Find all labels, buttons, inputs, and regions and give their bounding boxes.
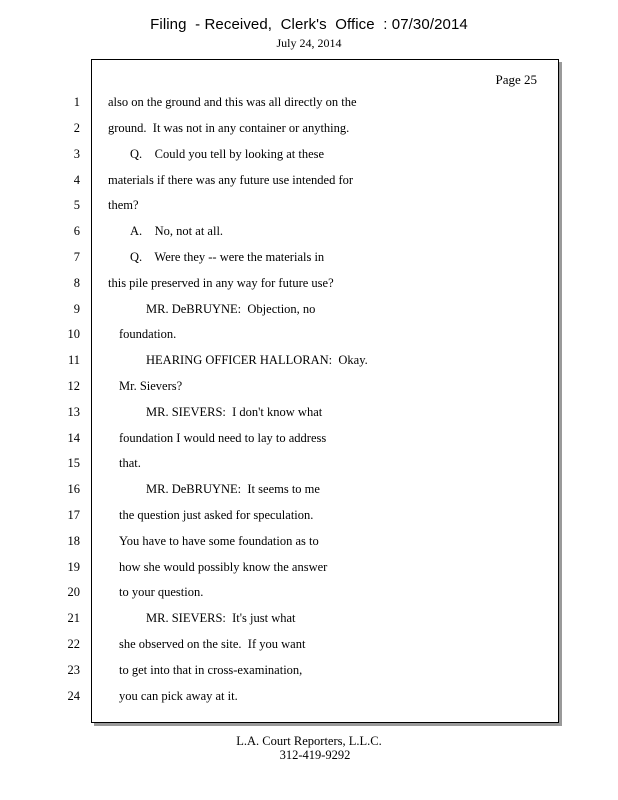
page-number: Page 25 [495, 72, 537, 87]
line-text: You have to have some foundation as to [119, 534, 319, 548]
filing-stamp: Filing - Received, Clerk's Office : 07/30/2014 [150, 16, 468, 33]
line-text: ground. It was not in any container or anything. [108, 121, 350, 135]
line-number: 3 [73, 147, 80, 161]
line-text: MR. DeBRUYNE: Objection, no [146, 302, 316, 316]
line-text: to get into that in cross-examination, [119, 663, 303, 677]
line-number: 13 [67, 405, 80, 419]
line-number: 22 [67, 637, 80, 651]
line-number: 23 [67, 663, 80, 677]
line-text: A. No, not at all. [130, 224, 224, 238]
line-text: that. [119, 456, 141, 470]
line-text: this pile preserved in any way for future use? [108, 276, 334, 290]
line-number: 1 [73, 95, 80, 109]
line-text: MR. SIEVERS: It's just what [146, 611, 296, 625]
line-number: 16 [67, 482, 80, 496]
line-text: MR. SIEVERS: I don't know what [146, 405, 323, 419]
line-number: 17 [67, 508, 80, 522]
reporter-company: L.A. Court Reporters, L.L.C. [236, 734, 382, 748]
line-text: the question just asked for speculation. [119, 508, 314, 522]
line-text: MR. DeBRUYNE: It seems to me [146, 482, 320, 496]
line-number: 12 [67, 379, 80, 393]
line-text: also on the ground and this was all directly on the [108, 95, 357, 109]
line-text: Mr. Sievers? [119, 379, 183, 393]
line-text: Q. Were they -- were the materials in [130, 250, 325, 264]
line-number: 24 [67, 689, 80, 703]
line-number: 19 [67, 560, 80, 574]
line-text: HEARING OFFICER HALLORAN: Okay. [146, 353, 368, 367]
footer [0, 734, 618, 762]
line-text: she observed on the site. If you want [119, 637, 306, 651]
line-text: them? [108, 198, 139, 212]
line-text: to your question. [119, 585, 204, 599]
line-number: 9 [73, 302, 80, 316]
reporter-phone: 312-419-9292 [279, 748, 351, 762]
transcript-date: July 24, 2014 [276, 36, 342, 50]
line-number: 5 [73, 198, 80, 212]
line-number: 4 [73, 173, 80, 187]
line-number: 20 [67, 585, 80, 599]
line-number: 2 [73, 121, 80, 135]
line-number: 10 [67, 327, 80, 341]
line-number: 6 [73, 224, 80, 238]
line-text: foundation I would need to lay to address [119, 431, 327, 445]
line-number: 11 [67, 353, 80, 367]
line-text: Q. Could you tell by looking at these [130, 147, 325, 161]
line-number: 8 [73, 276, 80, 290]
line-number: 18 [67, 534, 80, 548]
line-text: how she would possibly know the answer [119, 560, 328, 574]
line-number: 15 [67, 456, 80, 470]
line-text: foundation. [119, 327, 177, 341]
line-number: 21 [67, 611, 80, 625]
line-number: 7 [73, 250, 80, 264]
line-text: you can pick away at it. [119, 689, 238, 703]
line-text: materials if there was any future use intended for [108, 173, 354, 187]
line-number: 14 [67, 431, 80, 445]
